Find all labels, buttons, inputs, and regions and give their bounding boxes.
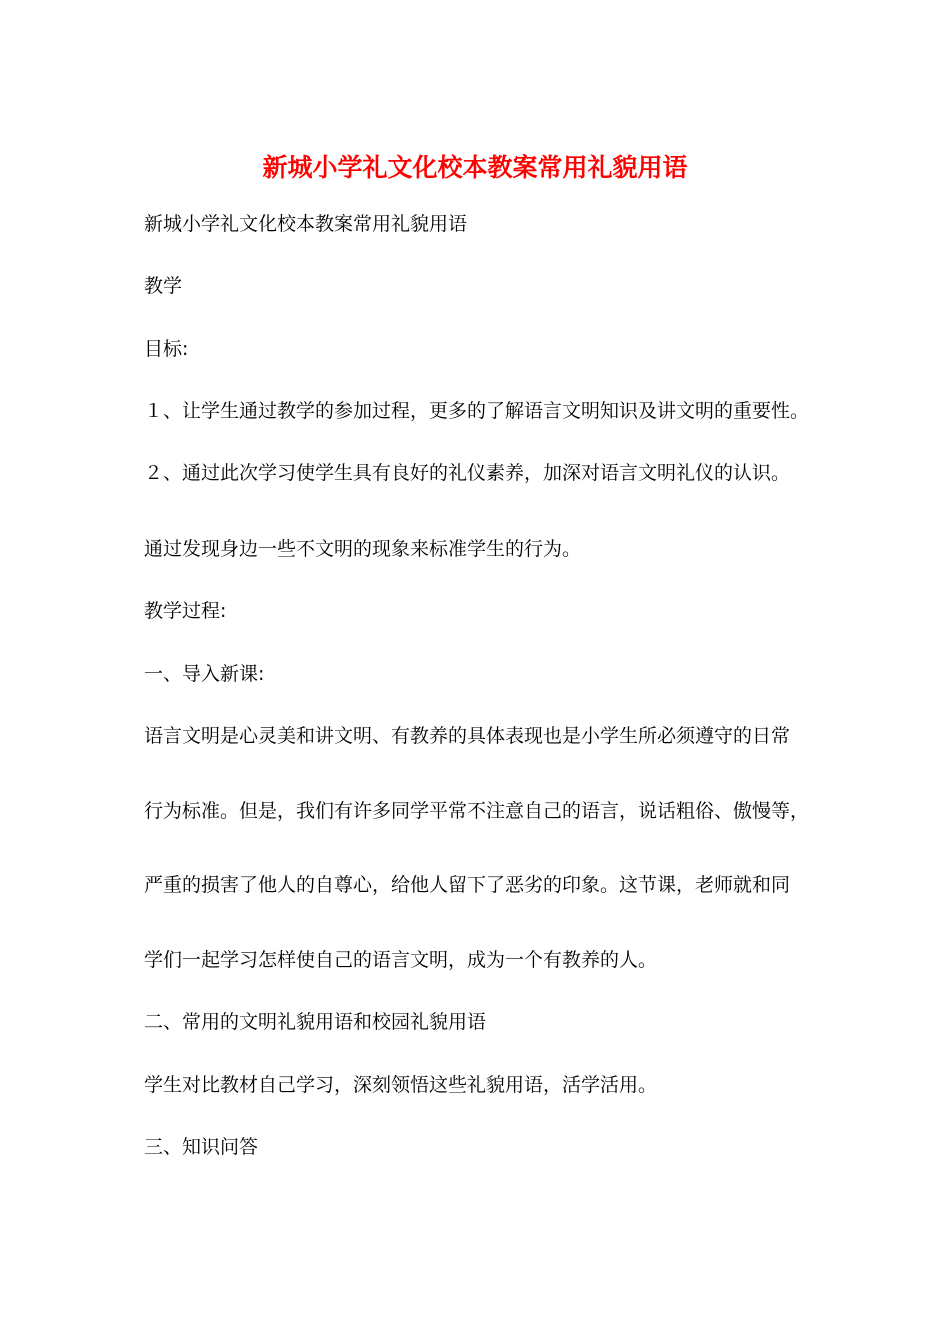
body-line-3: 严重的损害了他人的自尊心，给他人留下了恶劣的印象。这节课，老师就和同 bbox=[144, 874, 791, 896]
section-heading-3: 三、知识问答 bbox=[144, 1136, 259, 1158]
heading-teaching-process: 教学过程: bbox=[144, 600, 227, 622]
body-line-4: 学们一起学习怎样使自己的语言文明，成为一个有教养的人。 bbox=[144, 949, 658, 971]
document-title: 新城小学礼文化校本教案常用礼貌用语 bbox=[262, 153, 688, 182]
paragraph-objectives: 目标: bbox=[144, 338, 189, 360]
section-heading-1: 一、导入新课: bbox=[144, 663, 265, 685]
objective-2: ２、通过此次学习使学生具有良好的礼仪素养，加深对语言文明礼仪的认识。 bbox=[144, 462, 791, 484]
section-heading-2: 二、常用的文明礼貌用语和校园礼貌用语 bbox=[144, 1011, 487, 1033]
objective-1: １、让学生通过教学的参加过程，更多的了解语言文明知识及讲文明的重要性。 bbox=[144, 400, 810, 422]
body-line-1: 语言文明是心灵美和讲文明、有教养的具体表现也是小学生所必须遵守的日常 bbox=[144, 725, 791, 747]
paragraph-teaching: 教学 bbox=[144, 275, 183, 297]
body-line-2: 行为标准。但是，我们有许多同学平常不注意自己的语言，说话粗俗、傲慢等， bbox=[144, 800, 810, 822]
objective-3: 通过发现身边一些不文明的现象来标准学生的行为。 bbox=[144, 538, 582, 560]
subtitle-line: 新城小学礼文化校本教案常用礼貌用语 bbox=[144, 213, 468, 235]
body-line-5: 学生对比教材自己学习，深刻领悟这些礼貌用语，活学活用。 bbox=[144, 1074, 658, 1096]
